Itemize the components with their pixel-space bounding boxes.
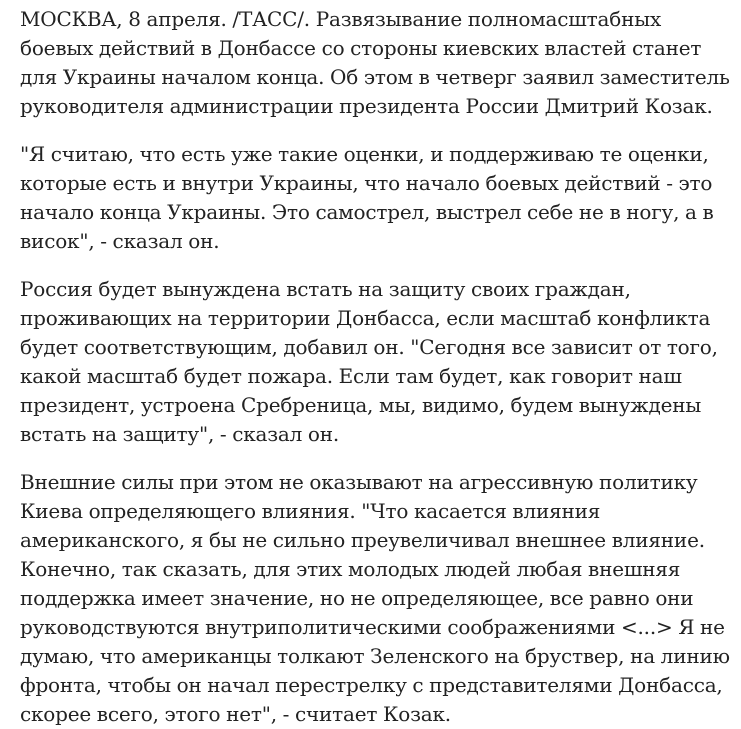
article-paragraph-2: "Я считаю, что есть уже такие оценки, и поддерживаю те оценки, которые есть и внутри Украины, что начало боевых действий - это начало конца Украины. Это самострел, выстрел себе не в ногу, а в висок", - сказал он. [20,142,714,253]
article-body [20,5,735,729]
article-paragraph-1: МОСКВА, 8 апреля. /ТАСС/. Развязывание полномасштабных боевых действий в Донбассе со стороны киевских властей станет для Украины началом конца. Об этом в четверг заявил заместитель руководителя администрации президента России Дмитрий Козак. [20,7,730,118]
article-paragraph-3: Россия будет вынуждена встать на защиту своих граждан, проживающих на территории Донбасса, если масштаб конфликта будет соответствующим, добавил он. "Сегодня все зависит от того, какой масштаб будет пожара. Если там будет, как говорит наш президент, устроена Сребреница, мы, видимо, будем вынуждены встать на защиту", - сказал он. [20,277,718,446]
article-paragraph-4: Внешние силы при этом не оказывают на агрессивную политику Киева определяющего влияния. "Что касается влияния американского, я бы не сильно преувеличивал внешнее влияние. Конечно, так сказать, для этих молодых людей любая внешняя поддержка имеет значение, но не определяющее, все равно они руководствуются внутриполитическими соображениями <...> Я не думаю, что американцы толкают Зеленского на бруствер, на линию фронта, чтобы он начал перестрелку с представителями Донбасса, скорее всего, этого нет", - считает Козак. [20,470,730,726]
